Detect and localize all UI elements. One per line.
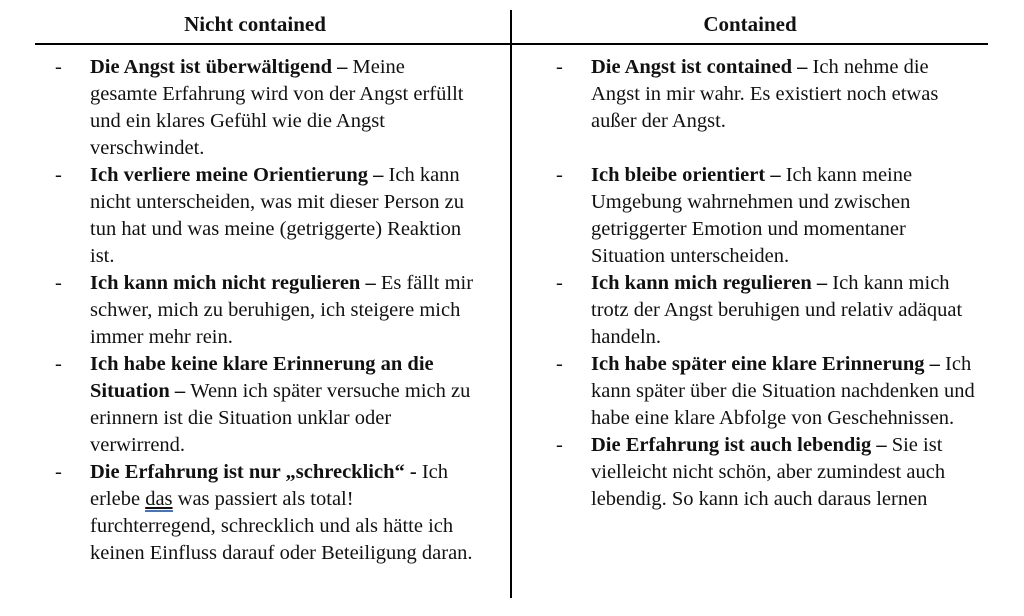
bold-lead-in: Die Angst ist überwältigend – [90, 56, 353, 78]
column-divider-line [510, 10, 512, 598]
bullet-dash: - [556, 164, 563, 186]
list-item-text [591, 432, 978, 513]
bold-lead-in: Ich habe keine klare Erinnerung an die Situation – [90, 353, 434, 402]
column-header-nicht-contained: Nicht contained [184, 12, 326, 36]
bold-lead-in: Die Erfahrung ist auch lebendig – [591, 434, 892, 456]
bold-lead-in: Die Erfahrung ist nur „schrecklich“ - [90, 461, 422, 483]
list-item [556, 351, 978, 432]
body-text: Ich nehme die Angst in mir wahr. Es existiert noch etwas außer der Angst. [591, 56, 939, 132]
list-item-text [90, 270, 477, 351]
body-text: Sie ist vielleicht nicht schön, aber zumindest auch lebendig. So kann ich auch daraus lernen [591, 434, 946, 510]
bullet-dash: - [55, 353, 62, 375]
bullet-dash: - [55, 56, 62, 78]
bullet-dash: - [556, 434, 563, 456]
bold-lead-in: Ich habe später eine klare Erinnerung – [591, 353, 946, 375]
list-item [55, 162, 477, 270]
bullet-dash: - [55, 461, 62, 483]
bullet-dash: - [556, 272, 563, 294]
bullet-dash: - [55, 164, 62, 186]
list-item [556, 270, 978, 351]
bullet-dash: - [556, 56, 563, 78]
bullet-dash: - [55, 272, 62, 294]
list-item-text [591, 270, 978, 351]
list-item [55, 270, 477, 351]
list-item-text [591, 162, 978, 270]
list-item [556, 54, 978, 135]
body-text: Es fällt mir schwer, mich zu beruhigen, ich steigere mich immer mehr rein. [90, 272, 474, 348]
bold-lead-in: Ich bleibe orientiert – [591, 164, 786, 186]
list-item-text [90, 351, 477, 459]
column-contained [556, 54, 978, 513]
body-text: Ich kann später über die Situation nachdenken und habe eine klare Abfolge von Geschehnissen. [591, 353, 975, 429]
list-item-text [90, 54, 477, 162]
body-text: was passiert als total! furchterregend, schrecklich und als hätte ich keinen Einfluss darauf oder Beteiligung daran. [90, 488, 473, 564]
list-item-text [591, 351, 978, 432]
list-item-text [591, 54, 978, 135]
list-item [556, 432, 978, 513]
body-text: Ich kann mich trotz der Angst beruhigen und relativ adäquat handeln. [591, 272, 963, 348]
list-item [55, 459, 477, 567]
body-text: Ich erlebe [90, 461, 448, 510]
bullet-dash: - [556, 353, 563, 375]
list-item [55, 351, 477, 459]
bold-lead-in: Ich verliere meine Orientierung – [90, 164, 389, 186]
list-item [556, 162, 978, 270]
body-text: Wenn ich später versuche mich zu erinnern ist die Situation unklar oder verwirrend. [90, 380, 471, 456]
bold-lead-in: Die Angst ist contained – [591, 56, 813, 78]
list-item-text [90, 162, 477, 270]
bold-lead-in: Ich kann mich regulieren – [591, 272, 833, 294]
bold-lead-in: Ich kann mich nicht regulieren – [90, 272, 381, 294]
body-text: Ich kann meine Umgebung wahrnehmen und zwischen getriggerter Emotion und momentaner Situation unterscheiden. [591, 164, 913, 267]
list-item-text [90, 459, 477, 567]
grammar-underlined-word[interactable]: das [145, 488, 173, 510]
column-header-contained: Contained [703, 12, 797, 36]
column-nicht-contained [55, 54, 477, 567]
list-item [55, 54, 477, 162]
body-text: Meine gesamte Erfahrung wird von der Angst erfüllt und ein klares Gefühl wie die Angst verschwindet. [90, 56, 464, 159]
body-text: Ich kann nicht unterscheiden, was mit dieser Person zu tun hat und was meine (getriggerte) Reaktion ist. [90, 164, 465, 267]
